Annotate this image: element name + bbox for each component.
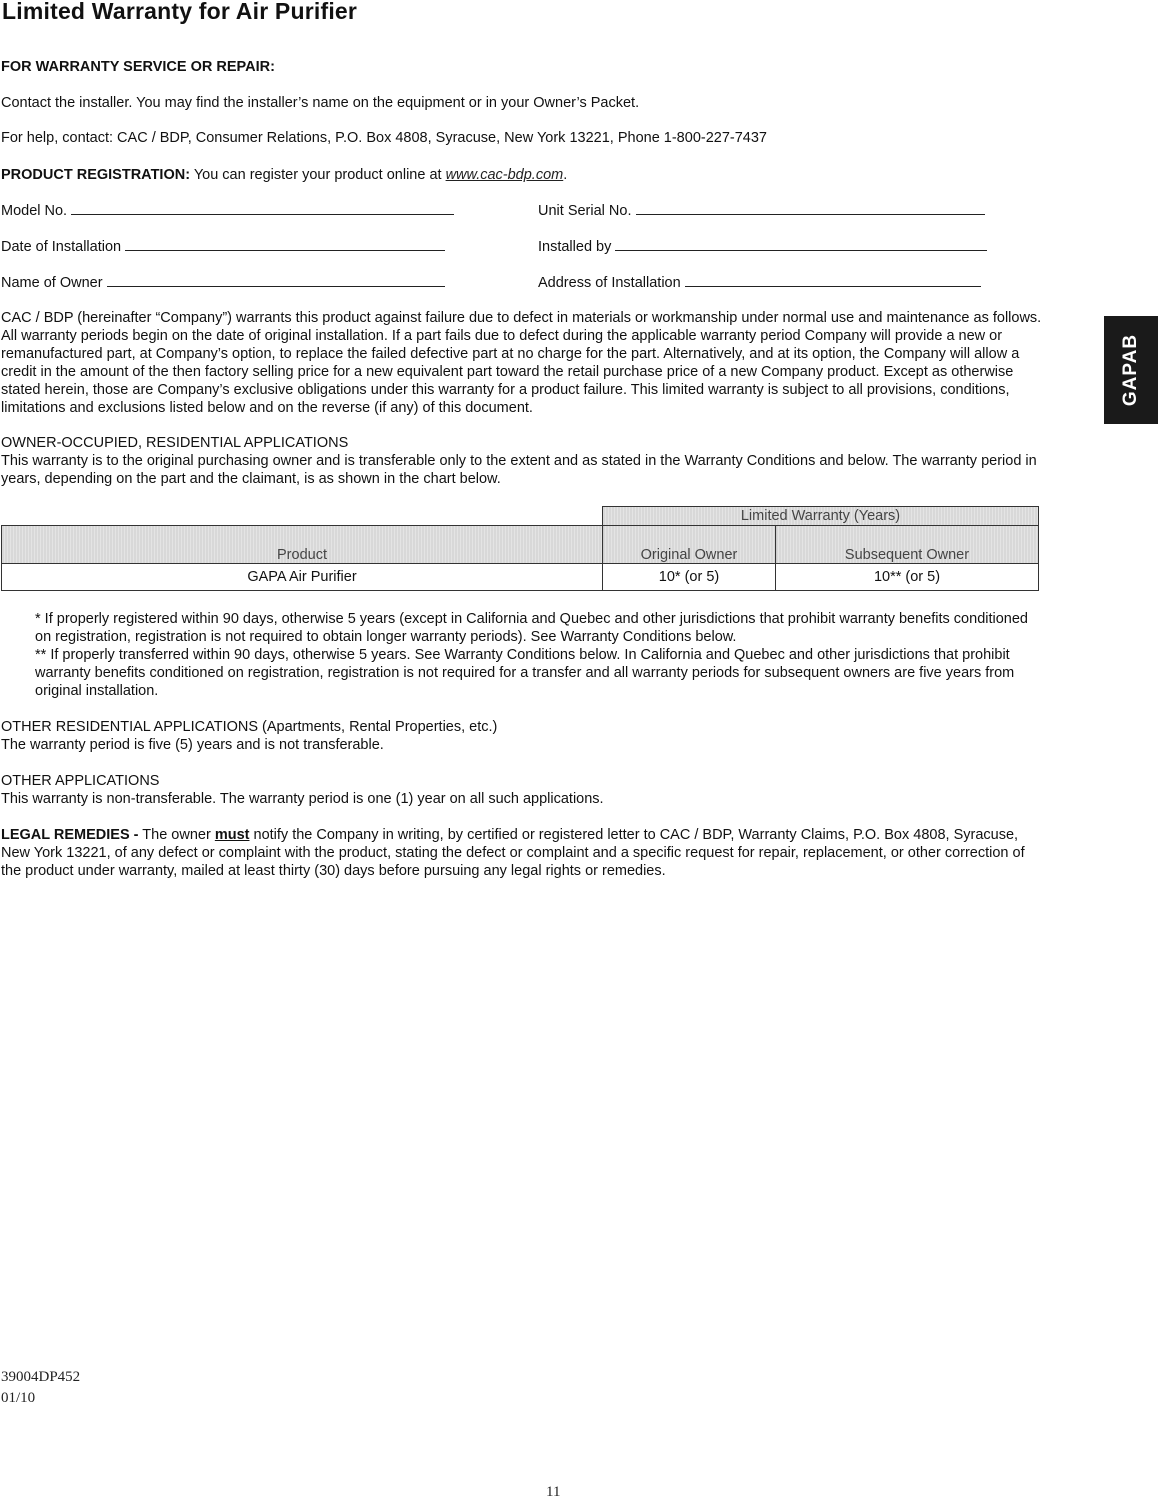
document-date: 01/10 [1,1390,36,1406]
table-header-row [2,526,1039,564]
other-residential-heading: OTHER RESIDENTIAL APPLICATIONS (Apartments, Rental Properties, etc.) [1,719,498,735]
table-cell-product: GAPA Air Purifier [2,564,603,591]
legal-pre: The owner [142,827,211,843]
side-tab-label: GAPAB [1120,333,1141,407]
address-of-installation-field[interactable] [538,273,981,291]
warranty-table [1,506,1039,591]
model-no-label: Model No. [1,203,68,219]
legal-must: must [214,827,250,843]
legal-heading: LEGAL REMEDIES - [1,827,139,843]
warranty-paragraph: CAC / BDP (hereinafter “Company”) warrants this product against failure due to defect in materials or workmanship under normal use and maintenance as follows. All warranty periods begin on the date of original installation. If a part fails due to defect during the applicable warranty period Company will provide a new or remanufactured part, at Company’s option, to replace the failed defective part at no charge for the part. Alternatively, and at its option, the Company will allow a credit in the amount of the then factory selling price for a new equivalent part toward the retail purchase price of a new Company product. Except as otherwise stated herein, those are Company’s exclusive obligations under this warranty for a product failure. This limited warranty is subject to all provisions, conditions, limitations and exclusions listed below and on the reverse (if any) of this document. [1,310,1042,416]
table-group-header: Limited Warranty (Years) [603,507,1039,526]
registration-link[interactable]: www.cac-bdp.com [445,167,564,183]
model-no-field[interactable] [1,201,454,219]
owner-occupied-text: This warranty is to the original purchasing owner and is transferable only to the extent and as stated in the Warranty Conditions and below. The warranty period in years, depending on the part and the claimant, is as shown in the chart below. [1,453,1037,487]
registration-text: You can register your product online at [193,167,442,183]
registration-end: . [563,167,568,183]
owner-occupied-heading: OWNER-OCCUPIED, RESIDENTIAL APPLICATIONS [1,435,349,451]
help-contact-text: For help, contact: CAC / BDP, Consumer Relations, P.O. Box 4808, Syracuse, New York 13221, Phone 1-800-227-7437 [1,130,767,146]
table-empty-corner [2,507,603,526]
installed-by-label: Installed by [538,239,612,255]
table-header-product: Product [2,526,603,564]
page-number: 11 [546,1484,561,1500]
other-applications-heading: OTHER APPLICATIONS [1,773,160,789]
table-header-original-owner: Original Owner [603,526,776,564]
legal-remedies-paragraph [1,826,1046,880]
table-cell-original-owner: 10* (or 5) [603,564,776,591]
note-double-asterisk: ** If properly transferred within 90 days, otherwise 5 years. See Warranty Conditions below. In California and Quebec and other jurisdictions that prohibit warranty benefits conditioned on registration, registration is not required for a transfer and all warranty periods for subsequent owners are five years from original installation. [35,647,1015,699]
table-header-subsequent-owner: Subsequent Owner [776,526,1039,564]
contact-installer-text: Contact the installer. You may find the installer’s name on the equipment or in your Owner’s Packet. [1,95,640,111]
legal-post: notify the Company in writing, by certified or registered letter to CAC / BDP, Warranty Claims, P.O. Box 4808, Syracuse, New York 13221, of any defect or complaint with the product, stating the defect or complaint and a specific request for repair, replacement, or other correction of the product under warranty, mailed at least thirty (30) days before pursuing any legal rights or remedies. [1,827,1025,879]
registration-heading: PRODUCT REGISTRATION: [1,167,191,183]
unit-serial-no-label: Unit Serial No. [538,203,632,219]
table-cell-subsequent-owner: 10** (or 5) [776,564,1039,591]
document-number: 39004DP452 [1,1369,81,1385]
side-tab [1104,316,1158,424]
address-of-installation-blank[interactable] [685,273,981,287]
date-of-installation-field[interactable] [1,237,445,255]
table-row [2,564,1039,591]
name-of-owner-label: Name of Owner [1,275,103,291]
address-of-installation-label: Address of Installation [538,275,681,291]
date-of-installation-blank[interactable] [125,237,445,251]
name-of-owner-blank[interactable] [107,273,445,287]
registration-line [1,166,1046,184]
page-title: Limited Warranty for Air Purifier [2,0,358,24]
installed-by-blank[interactable] [615,237,987,251]
model-no-blank[interactable] [71,201,454,215]
date-of-installation-label: Date of Installation [1,239,122,255]
other-residential-text: The warranty period is five (5) years and is not transferable. [1,737,384,753]
unit-serial-no-blank[interactable] [636,201,985,215]
unit-serial-no-field[interactable] [538,201,985,219]
service-heading: FOR WARRANTY SERVICE OR REPAIR: [1,59,275,75]
name-of-owner-field[interactable] [1,273,445,291]
installed-by-field[interactable] [538,237,987,255]
note-single-asterisk: * If properly registered within 90 days, otherwise 5 years (except in California and Quebec and other jurisdictions that prohibit warranty benefits conditioned on registration, registration is not required to obtain longer warranty periods). See Warranty Conditions below. [35,611,1028,645]
table-group-header-row [2,507,1039,526]
other-applications-text: This warranty is non-transferable. The warranty period is one (1) year on all such applications. [1,791,604,807]
